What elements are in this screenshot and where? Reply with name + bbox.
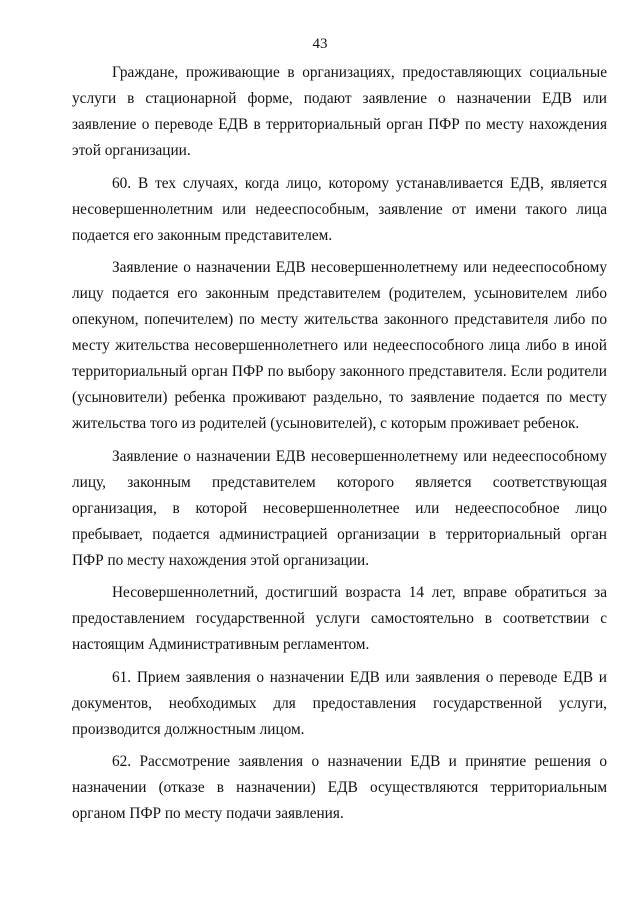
paragraph-62: 62. Рассмотрение заявления о назначении ЕДВ и принятие решения о назначении (отказе в назначении) ЕДВ осуществляются территориальным органом ПФР по месту подачи заявления. bbox=[72, 753, 607, 822]
paragraph-minor-14: Несовершеннолетний, достигший возраста 14 лет, вправе обратиться за предоставлением государственной услуги самостоятельно в соответствии с настоящим Административным регламентом. bbox=[72, 584, 607, 653]
paragraph-organization-representative: Заявление о назначении ЕДВ несовершеннолетнему или недееспособному лицу, законным представителем которого является соответствующая организация, в которой несовершеннолетнее или недееспособное лицо пребывает, подается администрацией организации в территориальный орган ПФР по месту нахождения этой организации. bbox=[72, 447, 607, 569]
document-body bbox=[72, 60, 607, 834]
paragraph-60: 60. В тех случаях, когда лицо, которому устанавливается ЕДВ, является несовершеннолетним или недееспособным, заявление от имени такого лица подается его законным представителем. bbox=[72, 174, 607, 244]
paragraph-61: 61. Прием заявления о назначении ЕДВ или заявления о переводе ЕДВ и документов, необходимых для предоставления государственной услуги, производится должностным лицом. bbox=[72, 668, 607, 738]
page-number: 43 bbox=[312, 36, 328, 52]
paragraph-legal-representative: Заявление о назначении ЕДВ несовершеннолетнему или недееспособному лицу подается его законным представителем (родителем, усыновителем либо опекуном, попечителем) по месту жительства законного представителя либо по месту жительства несовершеннолетнего или недееспособного лица либо в иной территориальный орган ПФР по выбору законного представителя. Если родители (усыновители) ребенка проживают раздельно, то заявление подается по месту жительства того из родителей (усыновителей), с которым проживает ребенок. bbox=[72, 259, 607, 432]
paragraph-residents-in-organizations: Граждане, проживающие в организациях, предоставляющих социальные услуги в стационарной форме, подают заявление о назначении ЕДВ или заявление о переводе ЕДВ в территориальный орган ПФР по месту нахождения этой организации. bbox=[72, 64, 607, 159]
